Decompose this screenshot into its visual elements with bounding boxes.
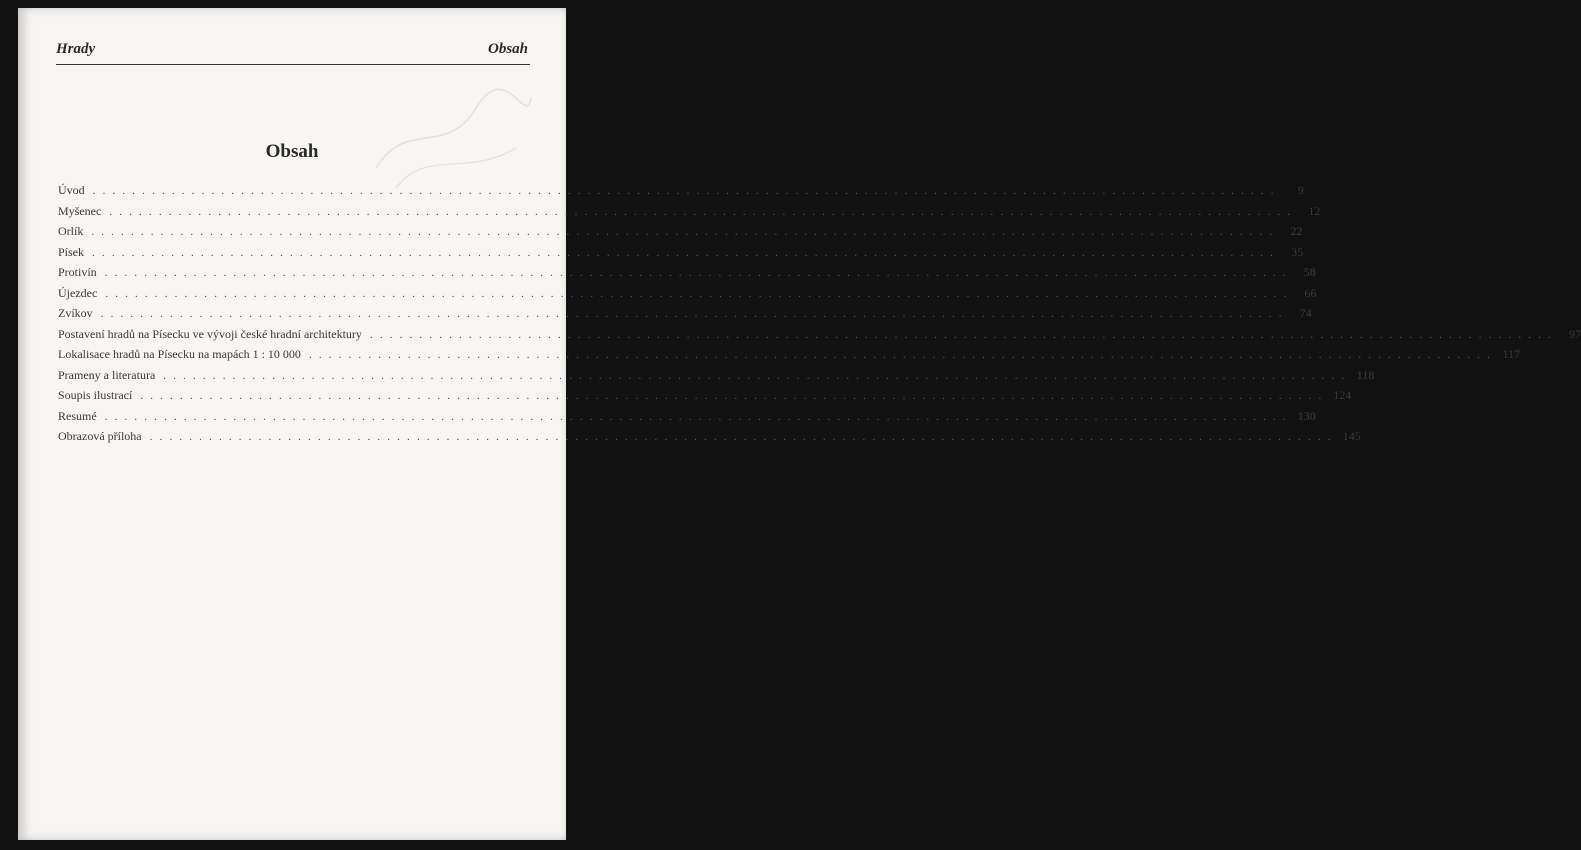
toc-entry-page: 35 [1291, 244, 1304, 259]
toc-entry [58, 426, 1361, 447]
header-rule [56, 64, 530, 65]
toc-entry [58, 365, 1375, 386]
toc-entry-page: 97 [1568, 326, 1581, 341]
toc-entry-label: Myšenec [58, 203, 102, 218]
toc-entry-page: 58 [1303, 265, 1316, 279]
header-left: Hrady [56, 41, 96, 57]
toc-entry-label: Úvod [58, 183, 85, 197]
toc-entry-page: 12 [1308, 203, 1321, 218]
dot-leader: . . . . . . . . . . . . . . . . . . . . . . . . . . . . . . . . . . . . . . . . . . . . . . . . . . . . . . . . . . . . . . . . . . . . . . . . . . . . . . . . . . . . . . . . . . . . . . . . . . . . . . . . . . . . . . . . . . . . . . . . [91, 226, 1275, 238]
dot-leader: . . . . . . . . . . . . . . . . . . . . . . . . . . . . . . . . . . . . . . . . . . . . . . . . . . . . . . . . . . . . . . . . . . . . . . . . . . . . . . . . . . . . . . . . . . . . . . . . . . . . . . . . . . . . . . . . . . . . . . . . [308, 349, 1492, 361]
dot-leader: . . . . . . . . . . . . . . . . . . . . . . . . . . . . . . . . . . . . . . . . . . . . . . . . . . . . . . . . . . . . . . . . . . . . . . . . . . . . . . . . . . . . . . . . . . . . . . . . . . . . . . . . . . . . . . . . . . . . . . . . [104, 410, 1288, 423]
toc-entry-page: 118 [1356, 367, 1375, 382]
toc-entry-label: Orlík [58, 224, 84, 238]
header-right: Obsah [487, 41, 528, 57]
toc-entry-page: 124 [1333, 388, 1352, 402]
toc-entry-label: Újezdec [58, 285, 98, 300]
toc-entry-page: 145 [1342, 429, 1361, 443]
page-title: Obsah [265, 141, 319, 162]
toc-entry-label: Obrazová příloha [58, 429, 142, 443]
toc-entry-page: 9 [1297, 183, 1304, 197]
book-page [18, 8, 1581, 840]
dot-leader: . . . . . . . . . . . . . . . . . . . . . . . . . . . . . . . . . . . . . . . . . . . . . . . . . . . . . . . . . . . . . . . . . . . . . . . . . . . . . . . . . . . . . . . . . . . . . . . . . . . . . . . . . . . . . . . . . . . . . . . . [104, 267, 1288, 279]
toc-entry-label: Postavení hradů na Písecku ve vývoji české hradní architektury [58, 326, 362, 341]
toc-entry-page: 74 [1299, 306, 1312, 320]
dot-leader: . . . . . . . . . . . . . . . . . . . . . . . . . . . . . . . . . . . . . . . . . . . . . . . . . . . . . . . . . . . . . . . . . . . . . . . . . . . . . . . . . . . . . . . . . . . . . . . . . . . . . . . . . . . . . . . . . . . . . . . . [140, 390, 1324, 402]
toc-entry [58, 262, 1316, 283]
toc-entry-label: Lokalisace hradů na Písecku na mapách 1 : 10 000 [58, 347, 301, 361]
toc-entry [58, 406, 1316, 427]
toc-entry-page: 117 [1502, 347, 1520, 361]
toc-entry [58, 385, 1352, 406]
toc-entry [58, 201, 1321, 222]
toc-entry [58, 324, 1581, 345]
dot-leader: . . . . . . . . . . . . . . . . . . . . . . . . . . . . . . . . . . . . . . . . . . . . . . . . . . . . . . . . . . . . . . . . . . . . . . . . . . . . . . . . . . . . . . . . . . . . . . . . . . . . . . . . . . . . . . . . . . . . . . . . [92, 185, 1276, 197]
table-of-contents [58, 180, 1581, 447]
toc-entry [58, 344, 1520, 365]
toc-entry-page: 22 [1290, 224, 1303, 238]
toc-entry [58, 221, 1303, 242]
toc-entry [58, 303, 1312, 324]
toc-entry-label: Zvíkov [58, 306, 93, 320]
toc-entry-page: 130 [1297, 408, 1316, 423]
dot-leader: . . . . . . . . . . . . . . . . . . . . . . . . . . . . . . . . . . . . . . . . . . . . . . . . . . . . . . . . . . . . . . . . . . . . . . . . . . . . . . . . . . . . . . . . . . . . . . . . . . . . . . . . . . . . . . . . . . . . . . . . [92, 246, 1276, 259]
toc-entry-label: Soupis ilustrací [58, 388, 133, 402]
toc-entry-page: 66 [1304, 285, 1317, 300]
dot-leader: . . . . . . . . . . . . . . . . . . . . . . . . . . . . . . . . . . . . . . . . . . . . . . . . . . . . . . . . . . . . . . . . . . . . . . . . . . . . . . . . . . . . . . . . . . . . . . . . . . . . . . . . . . . . . . . . . . . . . . . . [109, 205, 1293, 218]
dot-leader: . . . . . . . . . . . . . . . . . . . . . . . . . . . . . . . . . . . . . . . . . . . . . . . . . . . . . . . . . . . . . . . . . . . . . . . . . . . . . . . . . . . . . . . . . . . . . . . . . . . . . . . . . . . . . . . . . . . . . . . . [369, 328, 1553, 341]
toc-entry [58, 180, 1304, 201]
toc-entry-label: Resumé [58, 408, 97, 423]
toc-entry [58, 242, 1304, 263]
dot-leader: . . . . . . . . . . . . . . . . . . . . . . . . . . . . . . . . . . . . . . . . . . . . . . . . . . . . . . . . . . . . . . . . . . . . . . . . . . . . . . . . . . . . . . . . . . . . . . . . . . . . . . . . . . . . . . . . . . . . . . . . [100, 308, 1284, 320]
running-header [56, 41, 528, 63]
toc-entry-label: Písek [58, 244, 85, 259]
toc-entry [58, 283, 1317, 304]
dot-leader: . . . . . . . . . . . . . . . . . . . . . . . . . . . . . . . . . . . . . . . . . . . . . . . . . . . . . . . . . . . . . . . . . . . . . . . . . . . . . . . . . . . . . . . . . . . . . . . . . . . . . . . . . . . . . . . . . . . . . . . . [105, 287, 1289, 300]
dot-leader: . . . . . . . . . . . . . . . . . . . . . . . . . . . . . . . . . . . . . . . . . . . . . . . . . . . . . . . . . . . . . . . . . . . . . . . . . . . . . . . . . . . . . . . . . . . . . . . . . . . . . . . . . . . . . . . . . . . . . . . . [163, 369, 1347, 382]
toc-entry-label: Prameny a literatura [58, 367, 156, 382]
toc-entry-label: Protivín [58, 265, 97, 279]
dot-leader: . . . . . . . . . . . . . . . . . . . . . . . . . . . . . . . . . . . . . . . . . . . . . . . . . . . . . . . . . . . . . . . . . . . . . . . . . . . . . . . . . . . . . . . . . . . . . . . . . . . . . . . . . . . . . . . . . . . . . . . . [149, 431, 1333, 443]
